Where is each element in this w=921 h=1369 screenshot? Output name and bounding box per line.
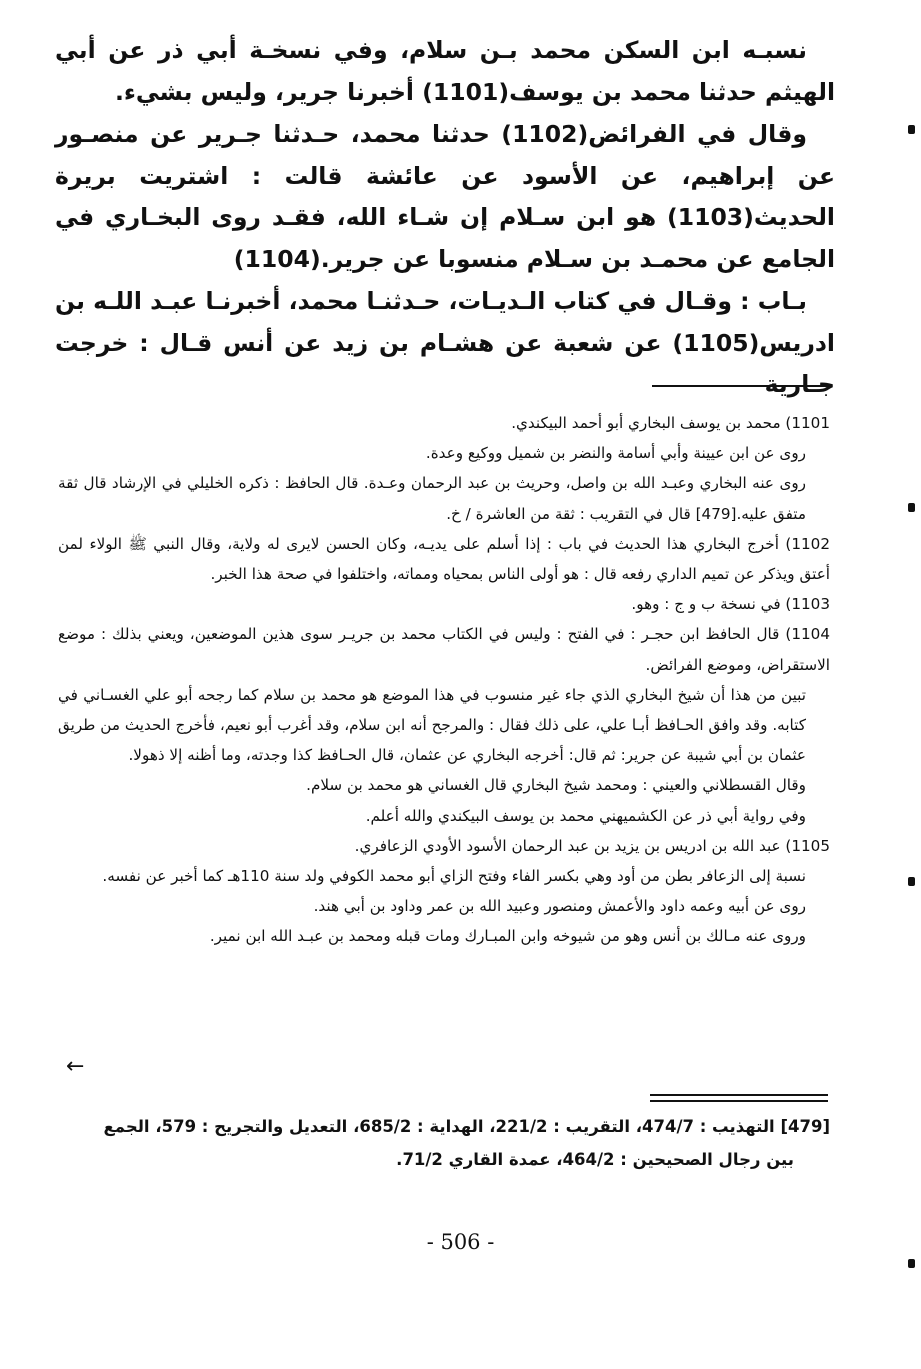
scan-mark	[908, 1259, 915, 1268]
footnote-1101: 1101) محمد بن يوسف البخاري أبو أحمد البيكندي.	[511, 414, 830, 432]
footnote-1104-explanation: تبين من هذا أن شيخ البخاري الذي جاء غير منسوب في هذا الموضع هو محمد بن سلام كما رجحه أبو علي الغسـاني في كتابه. وقد وافق الحـافظ أبـا علي، على ذلك فقال : والمرجح أنه ابن سلام، وقد أغرب أبو نعيم، فأخرج الحديث من طريق عثمان بن أبي شيبة عن جرير: ثم قال: أخرجه البخاري عن عثمان، قال الحـافظ كذا وجدته، وما أظنه إلا ذهولا.	[58, 685, 806, 765]
footnote-1104-riwaya: وفي رواية أبي ذر عن الكشميهني محمد بن يوسف البيكندي والله أعلم.	[365, 806, 806, 825]
footnote-1104-qastallani: وقال القسطلاني والعيني : ومحمد شيخ البخاري قال الغساني هو محمد بن سلام.	[306, 776, 806, 795]
footnote-1103: 1103) في نسخة ب و ج : وهو.	[631, 595, 830, 614]
scan-mark	[908, 877, 915, 886]
footnote-1105: 1105) عبد الله بن ادريس بن يزيد بن عبد الرحمان الأسود الأودي الزعافري.	[354, 836, 830, 855]
references-separator-bottom	[650, 1100, 828, 1102]
footnote-1101-teachers: روى عن ابن عيينة وأبي أسامة والنضر بن شميل ووكيع وعدة.	[425, 444, 806, 463]
footnote-1102: 1102) أخرج البخاري هذا الحديث في باب : إذا أسلم على يديـه، وكان الحسن لايرى له ولاية، وقال النبي ﷺ الولاء لمن أعتق ويذكر عن تميم الداري رفعه قال : هو أولى الناس بمحياه ومماته، واختلفوا في صحة هذا الخبر.	[58, 534, 830, 584]
scan-mark	[908, 125, 915, 134]
references-separator-top	[650, 1094, 828, 1096]
main-paragraph-3: بـاب : وقـال في كتاب الـديـات، حـدثنـا محمد، أخبرنـا عبـد اللـه بن ادريس(1105) عن شعبة عن هشـام بن زيد عن أنس قـال : خرجت جـارية	[55, 287, 835, 398]
footnotes	[58, 408, 830, 952]
footnote-1101-students: روى عنه البخاري وعبـد الله بن واصل، وحريث بن عبد الرحمان وعـدة. قال الحافظ : ذكره الخليلي في الإرشاد قال ثقة متفق عليه.[479] قال في التقريب : ثقة من العاشرة / خ.	[58, 474, 806, 523]
continuation-arrow-icon: ←	[66, 1054, 85, 1079]
footnote-1105-teachers: روى عن أبيه وعمه داود والأعمش ومنصور وعبيد الله بن عمر وداود بن أبي هند.	[313, 897, 806, 916]
page-number: - 506 -	[426, 1230, 495, 1254]
main-paragraph-1: نسبـه ابن السكن محمد بـن سلام، وفي نسخـة أبي ذر عن أبي الهيثم حدثنا محمد بن يوسف(1101) أخبرنا جرير، وليس بشيء.	[55, 36, 835, 106]
scan-mark	[908, 503, 915, 512]
footnote-1105-nisba: نسبة إلى الزعافر بطن من أود وهي بكسر الفاء وفتح الزاي أبو محمد الكوفي ولد سنة 110هـ كما أخبر عن نفسه.	[102, 867, 806, 886]
reference-line-1: [479] التهذيب : 474/7، التقريب : 221/2، الهداية : 685/2، التعديل والتجريح : 579، الجمع	[103, 1117, 830, 1136]
main-paragraph-2: وقال في الفرائض(1102) حدثنا محمد، حـدثنا جـرير عن منصـور عن إبراهيم، عن الأسود عن عائشة قالت : اشتريت بريرة الحديث(1103) هو ابن سـلام إن شـاء الله، فقـد روى البخـاري في الجامع عن محمـد بن سـلام منسوبا عن جرير.(1104)	[55, 120, 835, 273]
references	[58, 1110, 830, 1176]
footnote-1104: 1104) قال الحافظ ابن حجـر : في الفتح : وليس في الكتاب محمد بن جريـر سوى هذين الموضعين، ويعني بذلك : موضع الاستقراض، وموضع الفرائض.	[58, 625, 830, 674]
footnote-1105-students: وروى عنه مـالك بن أنس وهو من شيوخه وابن المبـارك ومات قبله ومحمد بن عبـد الله ابن نمير.	[209, 927, 806, 946]
footnote-separator	[652, 385, 828, 387]
reference-line-2: بين رجال الصحيحين : 464/2، عمدة القاري 71/2.	[396, 1150, 794, 1169]
main-text	[55, 30, 835, 406]
